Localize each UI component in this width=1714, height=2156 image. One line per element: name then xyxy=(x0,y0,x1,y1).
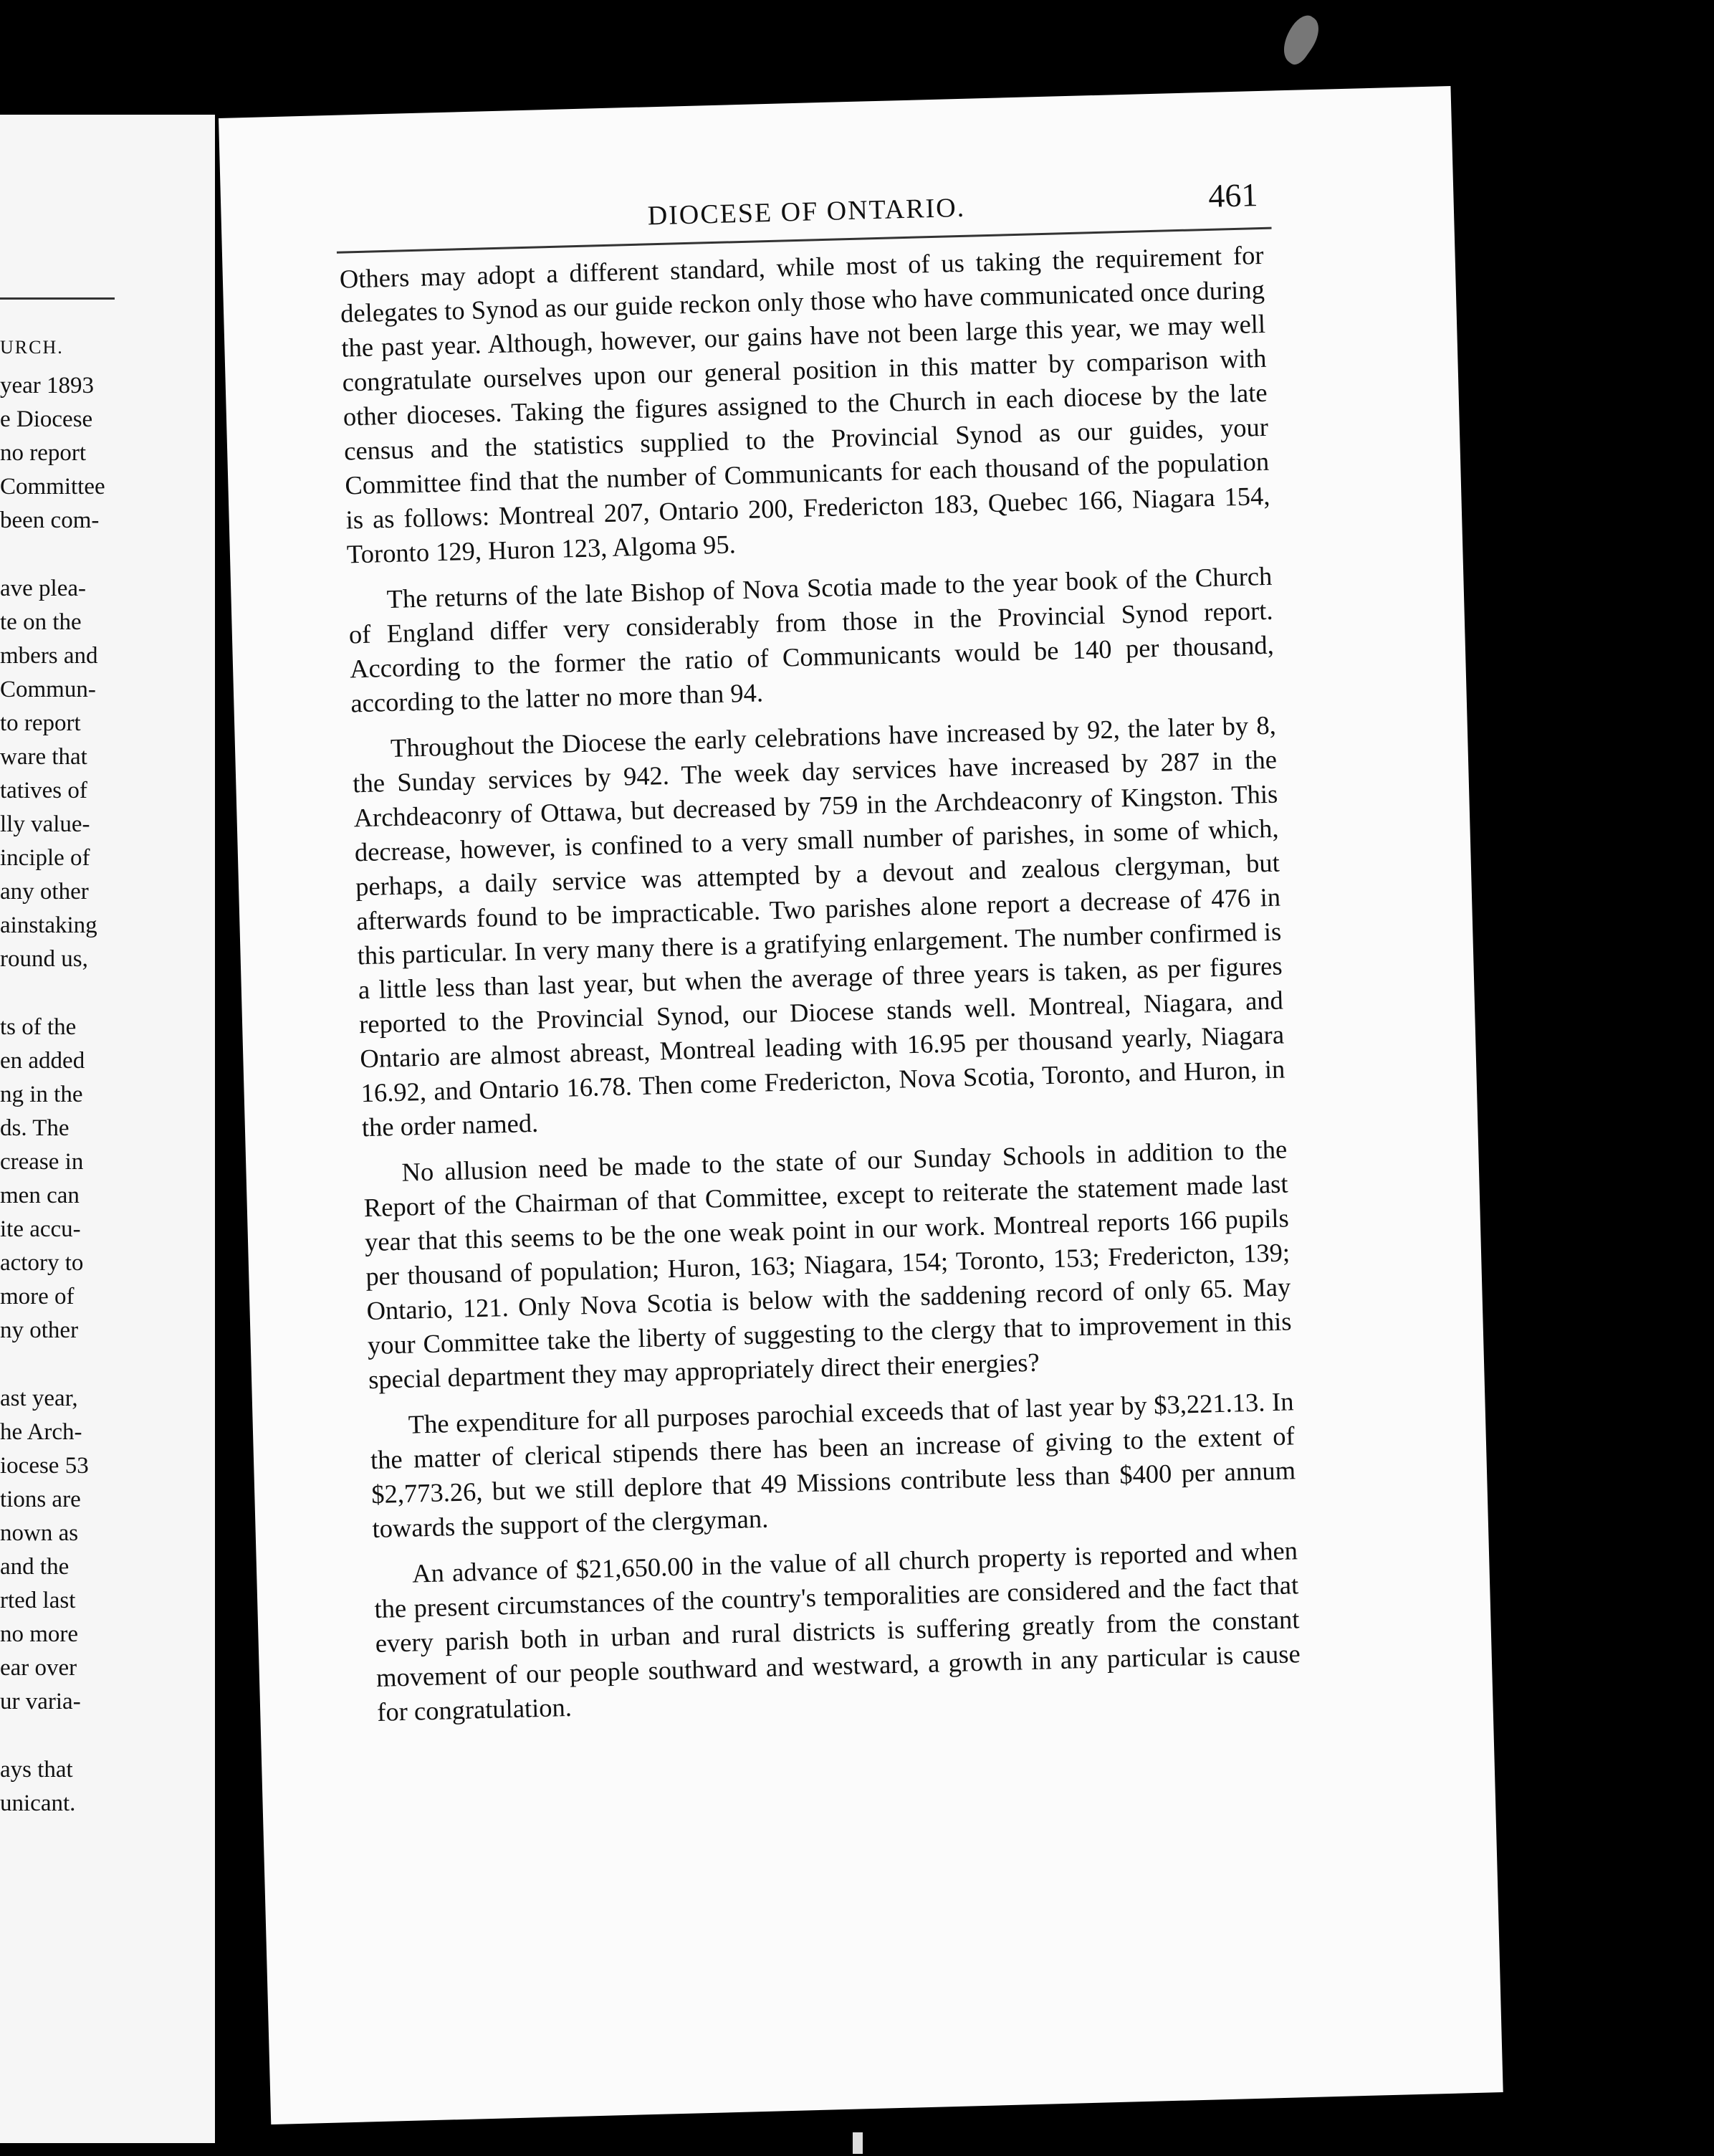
facing-page-line: year 1893 xyxy=(0,373,95,399)
facing-page-line: ainstaking xyxy=(0,912,97,938)
facing-page-line: Committee xyxy=(0,474,105,500)
facing-page-line: e Diocese xyxy=(0,406,93,432)
facing-page-rule xyxy=(0,297,115,300)
facing-page-line: inciple of xyxy=(0,845,90,871)
paragraph: No allusion need be made to the state of our Sunday Schools in addition to the Report of the Chairman of that Committee, except to reiterate the statement made last year that this seems to be the one weak point in our work. Montreal reports 166 pupils per thousand of population; Huron, 163; Niagara, 154; Toronto, 153; Fredericton, 139; Ontario, 121. Only Nova Scotia is below with the saddening record of only 65. May your Committee take the liberty of suggesting to the clergy that to improvement in this special department they may appropriately direct their energies? xyxy=(363,1134,1292,1395)
body-text xyxy=(339,238,1302,1741)
facing-page-line: round us, xyxy=(0,946,88,972)
facing-page-line: and the xyxy=(0,1554,70,1580)
facing-page-line: ds. The xyxy=(0,1115,70,1141)
facing-page-line: no report xyxy=(0,440,87,466)
facing-page-header: URCH. xyxy=(0,337,64,358)
facing-page-line: ear over xyxy=(0,1655,77,1681)
facing-page-line: ast year, xyxy=(0,1385,78,1411)
facing-page-line: mbers and xyxy=(0,643,98,669)
facing-page-line: unicant. xyxy=(0,1790,76,1816)
paragraph: The expenditure for all purposes parochial exceeds that of last year by $3,221.13. In the matter of clerical stipends there has been an increase of giving to the extent of $2,773.26, but we still deplore that 49 Missions contribute less than $400 per annum towards the support of the clergyman. xyxy=(370,1386,1296,1544)
facing-page-line: been com- xyxy=(0,507,100,533)
facing-page-line: any other xyxy=(0,879,89,905)
facing-page-line: ur varia- xyxy=(0,1689,81,1714)
facing-page-line: men can xyxy=(0,1183,80,1208)
facing-page-line: ts of the xyxy=(0,1014,77,1040)
facing-page-line: ave plea- xyxy=(0,576,86,601)
facing-page-line: he Arch- xyxy=(0,1419,82,1445)
facing-page-line: tatives of xyxy=(0,778,87,803)
facing-page xyxy=(0,115,228,2143)
facing-page-line: iocese 53 xyxy=(0,1453,89,1479)
facing-page-line: ays that xyxy=(0,1757,73,1783)
facing-page-line: no more xyxy=(0,1621,79,1647)
facing-page-line: ng in the xyxy=(0,1082,83,1107)
facing-page-line: tions are xyxy=(0,1487,81,1512)
facing-page-line: ite accu- xyxy=(0,1216,81,1242)
facing-page-line: ny other xyxy=(0,1317,79,1343)
facing-page-line: te on the xyxy=(0,609,82,635)
book-page xyxy=(219,86,1503,2124)
paragraph: Others may adopt a different standard, while most of us taking the requirement for delegates to Synod as our guide reckon only those who have communicated once during the past year. Although, however, our gains have not been large this year, we may well congratulate ourselves upon our general position in this matter by comparison with other dioceses. Taking the figures assigned to the Church in each diocese by the late census and the statistics supplied to the Provincial Synod as our guides, your Committee find that the number of Communicants for each thousand of the population is as follows: Montreal 207, Ontario 200, Fredericton 183, Quebec 166, Niagara 154, Toronto 129, Huron 123, Algoma 95. xyxy=(339,239,1270,569)
facing-page-line: ware that xyxy=(0,744,87,770)
facing-page-line: actory to xyxy=(0,1250,84,1276)
facing-page-line: crease in xyxy=(0,1149,84,1175)
page-number: 461 xyxy=(1207,176,1258,214)
scan-artifact xyxy=(853,2132,863,2154)
scan-artifact xyxy=(1275,11,1327,68)
facing-page-line: Commun- xyxy=(0,677,96,702)
facing-page-line: to report xyxy=(0,710,81,736)
paragraph: The returns of the late Bishop of Nova Scotia made to the year book of the Church of England differ very considerably from those in the Provincial Synod report. According to the former the ratio of Communicants would be 140 per thousand, according to the latter no more than 94. xyxy=(348,561,1275,718)
running-title: DIOCESE OF ONTARIO. xyxy=(647,192,966,232)
facing-page-line: more of xyxy=(0,1284,75,1310)
facing-page-line: nown as xyxy=(0,1520,79,1546)
facing-page-line: lly value- xyxy=(0,811,90,837)
paragraph: An advance of $21,650.00 in the value of all church property is reported and when the present circumstances of the country's temporalities are considered and the fact that every parish both in urban and rural districts is suffering greatly from the constant movement of our people southward and westward, a growth in any particular is cause for congratulation. xyxy=(373,1535,1301,1727)
paragraph: Throughout the Diocese the early celebrations have increased by 92, the later by 8, the Sunday services by 942. The week day services have increased by 287 in the Archdeaconry of Ottawa, but decreased by 759 in the Archdeaconry of Kingston. This decrease, however, is confined to a very small number of parishes, in some of which, perhaps, a daily service was attempted by a devout and zealous clergyman, but afterwards found to be impracticable. Two parishes alone report a decrease of 476 in this particular. In very many there is a gratifying enlargement. The number confirmed is a little less than last year, but when the average of three years is taken, as per figures reported to the Provincial Synod, our Diocese stands well. Montreal, Niagara, and Ontario are almost abreast, Montreal leading with 16.95 per thousand yearly, Niagara 16.92, and Ontario 16.78. Then come Fredericton, Nova Scotia, Toronto, and Huron, in the order named. xyxy=(352,710,1286,1143)
facing-page-line: en added xyxy=(0,1048,85,1074)
facing-page-line: rted last xyxy=(0,1588,76,1613)
